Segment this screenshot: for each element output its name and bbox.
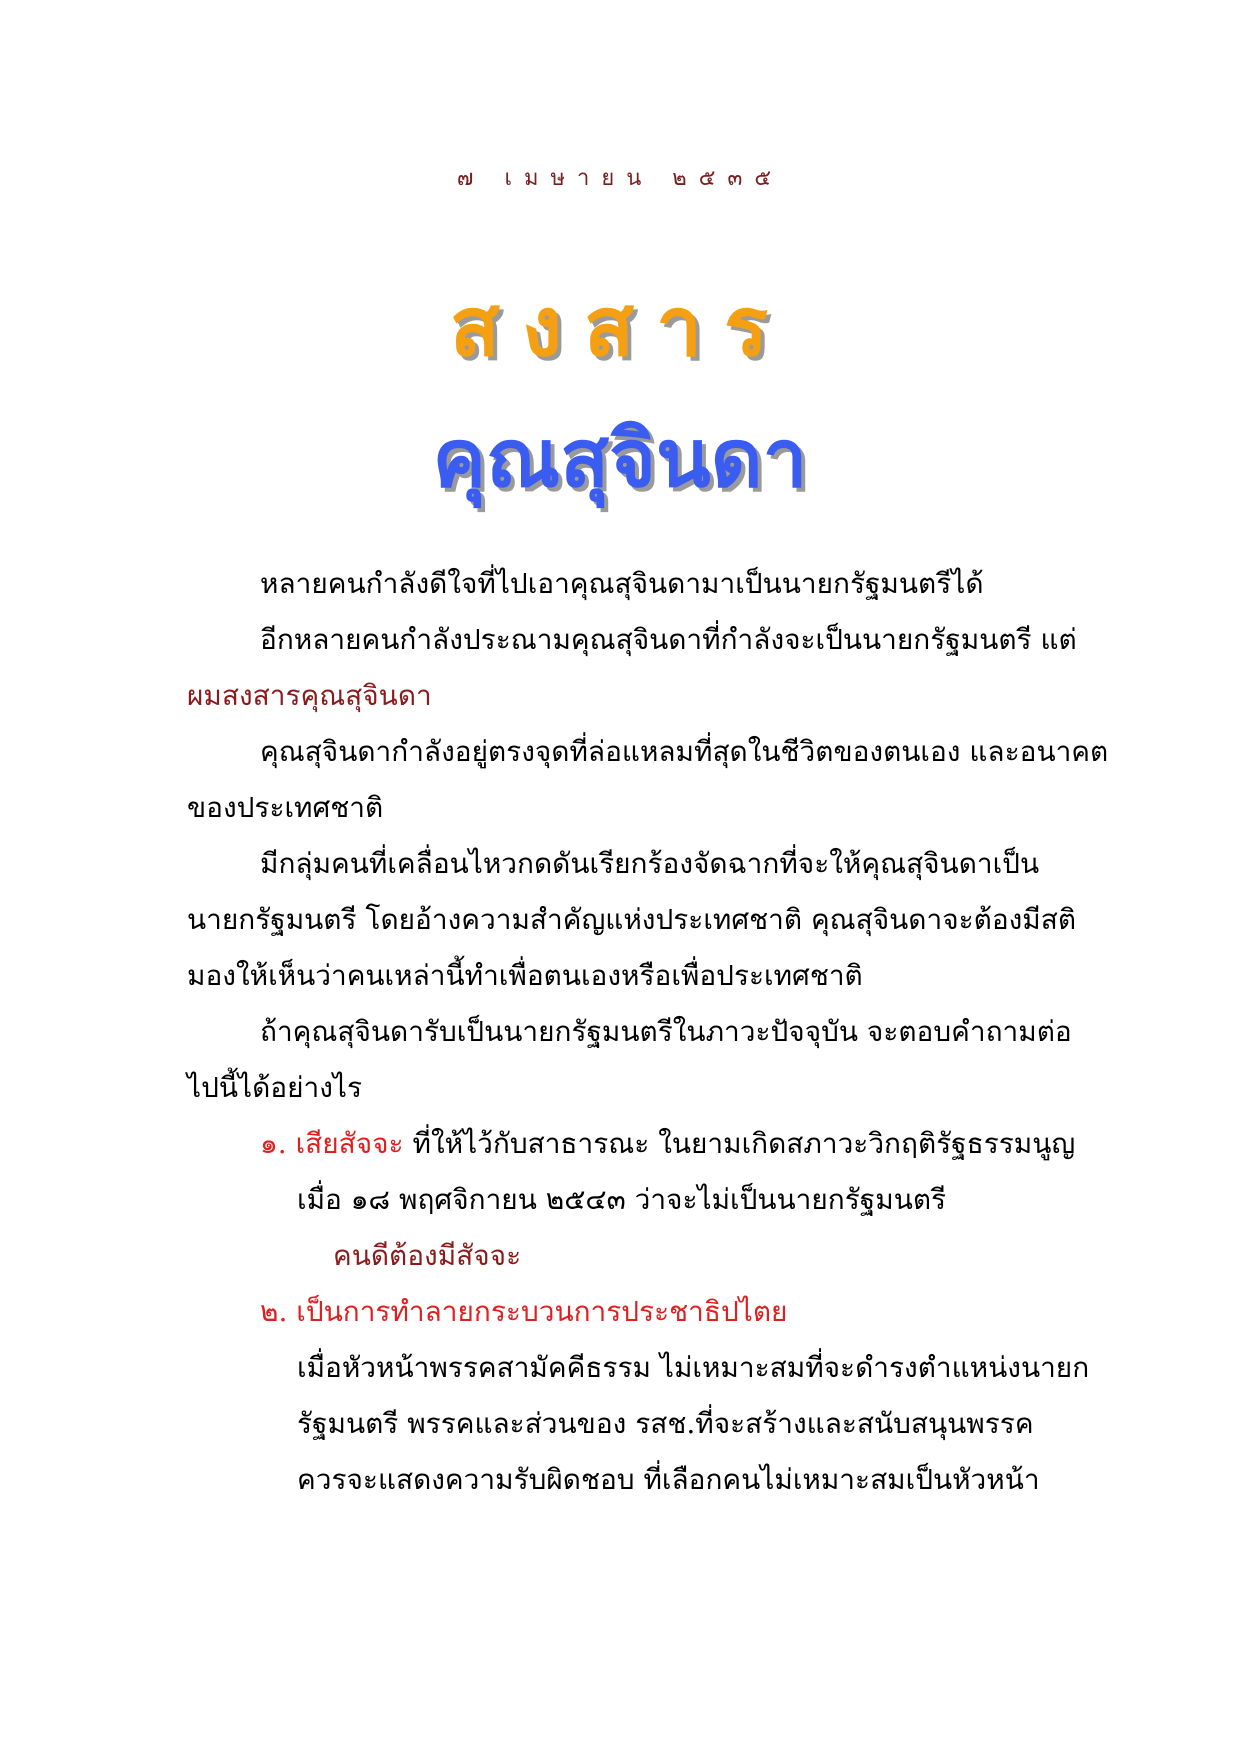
- paragraph-5-line-1: ถ้าคุณสุจินดารับเป็นนายกรัฐมนตรีในภาวะปัจจุบัน จะตอบคำถามต่อ: [260, 1015, 1072, 1048]
- paragraph-3-line-2: ของประเทศชาติ: [187, 791, 384, 824]
- paragraph-2-line-1: อีกหลายคนกำลังประณามคุณสุจินดาที่กำลังจะเป็นนายกรัฐมนตรี แต่: [260, 623, 1077, 656]
- title-line-2: คุณสุจินดา: [432, 412, 808, 505]
- document-body: [187, 556, 1109, 1508]
- paragraph-4-line-3: มองให้เห็นว่าคนเหล่านี้ทำเพื่อตนเองหรือเพื่อประเทศชาติ: [187, 959, 863, 992]
- item-1-note: คนดีต้องมีสัจจะ: [333, 1239, 522, 1272]
- paragraph-3-line-1: คุณสุจินดากำลังอยู่ตรงจุดที่ล่อแหลมที่สุดในชีวิตของตนเอง และอนาคต: [260, 735, 1109, 768]
- item-2-line-2: รัฐมนตรี พรรคและส่วนของ รสช.ที่จะสร้างและสนับสนุนพรรค: [297, 1407, 1034, 1440]
- item-1-label: ๑. เสียสัจจะ: [260, 1127, 404, 1160]
- item-1-text: ที่ให้ไว้กับสาธารณะ ในยามเกิดสภาวะวิกฤติรัฐธรรมนูญ: [403, 1127, 1076, 1160]
- paragraph-5-line-2: ไปนี้ได้อย่างไร: [187, 1071, 362, 1104]
- paragraph-1: หลายคนกำลังดีใจที่ไปเอาคุณสุจินดามาเป็นนายกรัฐมนตรีได้: [260, 567, 984, 600]
- document-date: ๗ เมษายน ๒๕๓๕: [456, 166, 784, 191]
- item-2-label: ๒. เป็นการทำลายกระบวนการประชาธิปไตย: [260, 1295, 788, 1328]
- title-line-1: สงสาร: [449, 280, 791, 375]
- item-2-line-1: เมื่อหัวหน้าพรรคสามัคคีธรรม ไม่เหมาะสมที่จะดำรงตำแหน่งนายก: [297, 1351, 1090, 1384]
- paragraph-2-line-2: ผมสงสารคุณสุจินดา: [187, 679, 432, 712]
- item-1-line-2: เมื่อ ๑๘ พฤศจิกายน ๒๕๔๓ ว่าจะไม่เป็นนายกรัฐมนตรี: [297, 1183, 947, 1216]
- item-1-line-1: [187, 1116, 1076, 1172]
- item-2-line-3: ควรจะแสดงความรับผิดชอบ ที่เลือกคนไม่เหมาะสมเป็นหัวหน้า: [297, 1463, 1040, 1496]
- paragraph-4-line-1: มีกลุ่มคนที่เคลื่อนไหวกดดันเรียกร้องจัดฉากที่จะให้คุณสุจินดาเป็น: [260, 847, 1040, 880]
- paragraph-4-line-2: นายกรัฐมนตรี โดยอ้างความสำคัญแห่งประเทศชาติ คุณสุจินดาจะต้องมีสติ: [187, 903, 1077, 936]
